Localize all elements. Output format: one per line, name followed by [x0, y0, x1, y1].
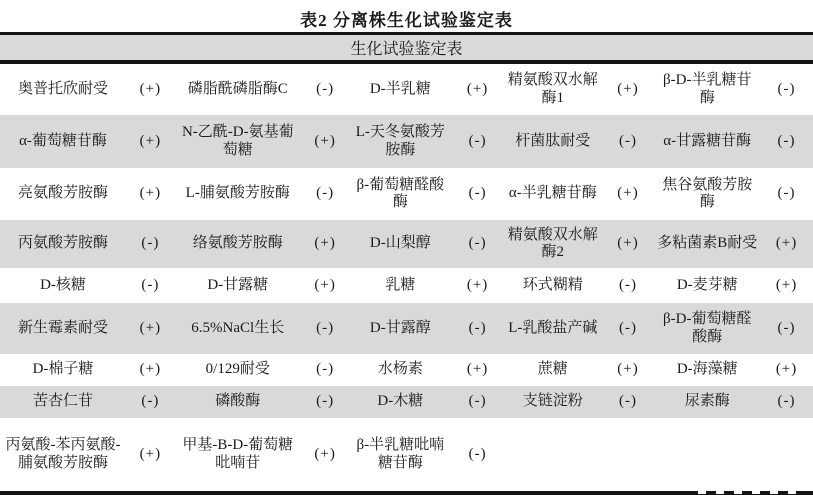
test-name-cell: D-甘露糖 — [175, 268, 301, 303]
result-cell: (-) — [451, 303, 504, 354]
table-row — [0, 220, 813, 268]
test-name-cell: 丙氨酸-苯丙氨酸-脯氨酸芳胺酶 — [0, 418, 126, 493]
test-name-cell: 新生霉素耐受 — [0, 303, 126, 354]
table-body — [0, 62, 813, 493]
table-row — [0, 386, 813, 418]
test-name-cell: N-乙酰-D-氨基葡萄糖 — [175, 115, 301, 168]
table-header-row — [0, 34, 813, 63]
result-cell: (+) — [301, 418, 350, 493]
result-cell: (-) — [760, 386, 813, 418]
result-cell: (+) — [602, 354, 655, 386]
page-title: 表2 分离株生化试验鉴定表 — [300, 11, 513, 30]
result-cell — [602, 418, 655, 493]
result-cell: (+) — [760, 220, 813, 268]
test-name-cell: 乳糖 — [350, 268, 452, 303]
test-name-cell: β-D-葡萄糖醛酸酶 — [654, 303, 760, 354]
test-name-cell: D-麦芽糖 — [654, 268, 760, 303]
table-row — [0, 268, 813, 303]
test-name-cell: D-棉子糖 — [0, 354, 126, 386]
test-name-cell: 6.5%NaCl生长 — [175, 303, 301, 354]
result-cell: (-) — [301, 303, 350, 354]
test-name-cell: α-甘露糖苷酶 — [654, 115, 760, 168]
result-cell: (-) — [760, 168, 813, 220]
result-cell: (-) — [126, 386, 175, 418]
result-cell: (+) — [602, 220, 655, 268]
test-name-cell: D-甘露醇 — [350, 303, 452, 354]
test-name-cell: L-乳酸盐产碱 — [504, 303, 602, 354]
result-cell: (+) — [126, 354, 175, 386]
result-cell: (+) — [602, 168, 655, 220]
result-cell: (+) — [126, 115, 175, 168]
result-cell: (-) — [301, 62, 350, 115]
test-name-cell: 0/129耐受 — [175, 354, 301, 386]
test-name-cell: 多粘菌素B耐受 — [654, 220, 760, 268]
result-cell: (-) — [451, 418, 504, 493]
test-name-cell: β-半乳糖吡喃糖苷酶 — [350, 418, 452, 493]
result-cell: (-) — [602, 115, 655, 168]
test-name-cell: 尿素酶 — [654, 386, 760, 418]
test-name-cell: 磷脂酰磷脂酶C — [175, 62, 301, 115]
test-name-cell — [504, 418, 602, 493]
table-row — [0, 354, 813, 386]
table-row — [0, 418, 813, 493]
result-cell: (-) — [760, 303, 813, 354]
result-cell: (-) — [126, 220, 175, 268]
test-name-cell: 络氨酸芳胺酶 — [175, 220, 301, 268]
test-name-cell: 亮氨酸芳胺酶 — [0, 168, 126, 220]
result-cell: (+) — [126, 62, 175, 115]
test-name-cell: L-脯氨酸芳胺酶 — [175, 168, 301, 220]
test-name-cell: L-天冬氨酸芳胺酶 — [350, 115, 452, 168]
test-name-cell: 磷酸酶 — [175, 386, 301, 418]
test-name-cell: D-木糖 — [350, 386, 452, 418]
test-name-cell: 精氨酸双水解酶1 — [504, 62, 602, 115]
table-row — [0, 62, 813, 115]
result-cell: (+) — [760, 268, 813, 303]
bottom-rule-fade-marks — [688, 486, 802, 494]
test-name-cell: D-海藻糖 — [654, 354, 760, 386]
test-name-cell: D-核糖 — [0, 268, 126, 303]
test-name-cell: 蔗糖 — [504, 354, 602, 386]
result-cell: (-) — [760, 62, 813, 115]
test-name-cell: 水杨素 — [350, 354, 452, 386]
result-cell — [760, 418, 813, 493]
result-cell: (-) — [451, 168, 504, 220]
result-cell: (+) — [301, 268, 350, 303]
result-cell: (-) — [451, 386, 504, 418]
table-row — [0, 303, 813, 354]
result-cell: (+) — [602, 62, 655, 115]
result-cell: (-) — [760, 115, 813, 168]
test-name-cell: β-葡萄糖醛酸酶 — [350, 168, 452, 220]
test-name-cell: D-山梨醇 — [350, 220, 452, 268]
result-cell: (+) — [451, 354, 504, 386]
result-cell: (+) — [301, 220, 350, 268]
test-name-cell: 甲基-B-D-葡萄糖吡喃苷 — [175, 418, 301, 493]
result-cell: (+) — [451, 268, 504, 303]
result-cell: (+) — [126, 303, 175, 354]
result-cell: (-) — [451, 220, 504, 268]
result-cell: (-) — [301, 386, 350, 418]
result-cell: (-) — [602, 268, 655, 303]
test-name-cell: 丙氨酸芳胺酶 — [0, 220, 126, 268]
result-cell: (-) — [301, 354, 350, 386]
result-cell: (+) — [126, 168, 175, 220]
result-cell: (+) — [760, 354, 813, 386]
test-name-cell: 杆菌肽耐受 — [504, 115, 602, 168]
result-cell: (-) — [451, 115, 504, 168]
biochemical-table — [0, 32, 813, 495]
result-cell: (+) — [451, 62, 504, 115]
test-name-cell: α-半乳糖苷酶 — [504, 168, 602, 220]
test-name-cell: 精氨酸双水解酶2 — [504, 220, 602, 268]
test-name-cell: 奥普托欣耐受 — [0, 62, 126, 115]
result-cell: (+) — [126, 418, 175, 493]
test-name-cell: β-D-半乳糖苷酶 — [654, 62, 760, 115]
test-name-cell: 苦杏仁苷 — [0, 386, 126, 418]
test-name-cell: 焦谷氨酸芳胺酶 — [654, 168, 760, 220]
result-cell: (-) — [602, 303, 655, 354]
result-cell: (-) — [602, 386, 655, 418]
table-row — [0, 168, 813, 220]
result-cell: (-) — [301, 168, 350, 220]
test-name-cell: D-半乳糖 — [350, 62, 452, 115]
table-header-title: 生化试验鉴定表 — [0, 34, 813, 63]
test-name-cell: 环式糊精 — [504, 268, 602, 303]
table-row — [0, 115, 813, 168]
result-cell: (+) — [301, 115, 350, 168]
test-name-cell: 支链淀粉 — [504, 386, 602, 418]
test-name-cell — [654, 418, 760, 493]
table-header — [0, 34, 813, 63]
test-name-cell: α-葡萄糖苷酶 — [0, 115, 126, 168]
result-cell: (-) — [126, 268, 175, 303]
